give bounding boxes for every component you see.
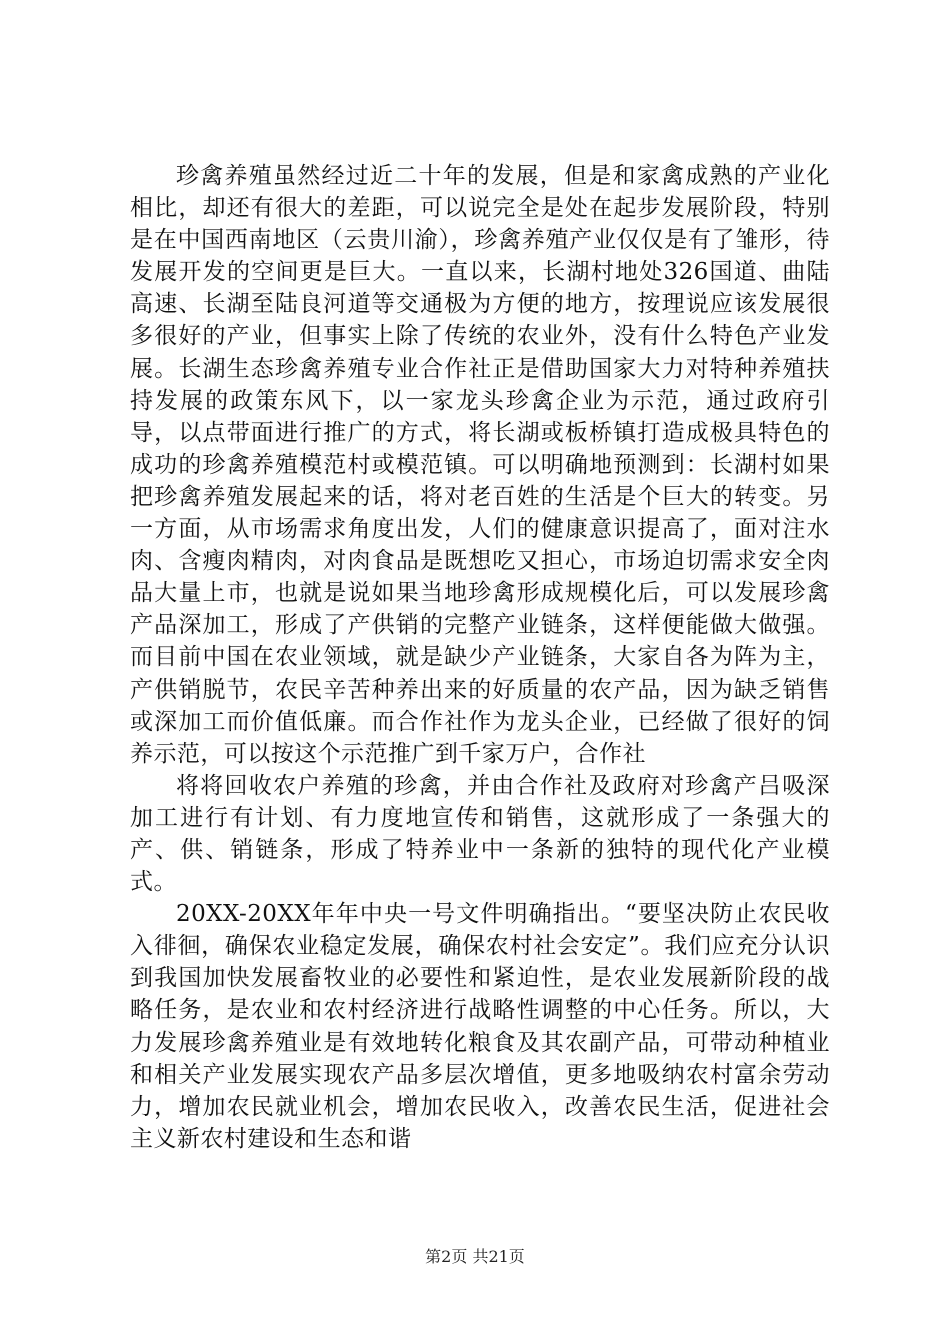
page-number-footer: 第2页 共21页	[425, 1247, 525, 1266]
paragraph-3: 20XX-20XX年年中央一号文件明确指出。“要坚决防止农民收入徘徊，确保农业稳定发展，确保农村社会安定”。我们应充分认识到我国加快发展畜牧业的必要性和紧迫性，是农业发展新阶段的战略任务，是农业和农村经济进行战略性调整的中心任务。所以，大力发展珍禽养殖业是有效地转化粮食及其农副产品，可带动种植业和相关产业发展实现农产品多层次增值，更多地吸纳农村富余劳动力，增加农民就业机会，增加农民收入，改善农民生活，促进社会主义新农村建设和生态和谐	[130, 901, 830, 1152]
document-body	[130, 160, 830, 1155]
paragraph-1: 珍禽养殖虽然经过近二十年的发展，但是和家禽成熟的产业化相比，却还有很大的差距，可以说完全是处在起步发展阶段，特别是在中国西南地区（云贵川渝），珍禽养殖产业仅仅是有了雏形，待发展开发的空间更是巨大。一直以来，长湖村地处326国道、曲陆高速、长湖至陆良河道等交通极为方便的地方，按理说应该发展很多很好的产业，但事实上除了传统的农业外，没有什么特色产业发展。长湖生态珍禽养殖专业合作社正是借助国家大力对特种养殖扶持发展的政策东风下，以一家龙头珍禽企业为示范，通过政府引导，以点带面进行推广的方式，将长湖或板桥镇打造成极具特色的成功的珍禽养殖模范村或模范镇。可以明确地预测到：长湖村如果把珍禽养殖发展起来的话，将对老百姓的生活是个巨大的转变。另一方面，从市场需求角度出发，人们的健康意识提高了，面对注水肉、含瘦肉精肉，对肉食品是既想吃又担心，市场迫切需求安全肉品大量上市，也就是说如果当地珍禽形成规模化后，可以发展珍禽产品深加工，形成了产供销的完整产业链条，这样便能做大做强。而目前中国在农业领域，就是缺少产业链条，大家自各为阵为主，产供销脱节，农民辛苦种养出来的好质量的农产品，因为缺乏销售或深加工而价值低廉。而合作社作为龙头企业，已经做了很好的饲养示范，可以按这个示范推广到千家万户，合作社	[130, 163, 830, 767]
paragraph-2: 将将回收农户养殖的珍禽，并由合作社及政府对珍禽产吕吸深加工进行有计划、有力度地宣传和销售，这就形成了一条强大的产、供、销链条，形成了特养业中一条新的独特的现代化产业模式。	[130, 772, 830, 896]
